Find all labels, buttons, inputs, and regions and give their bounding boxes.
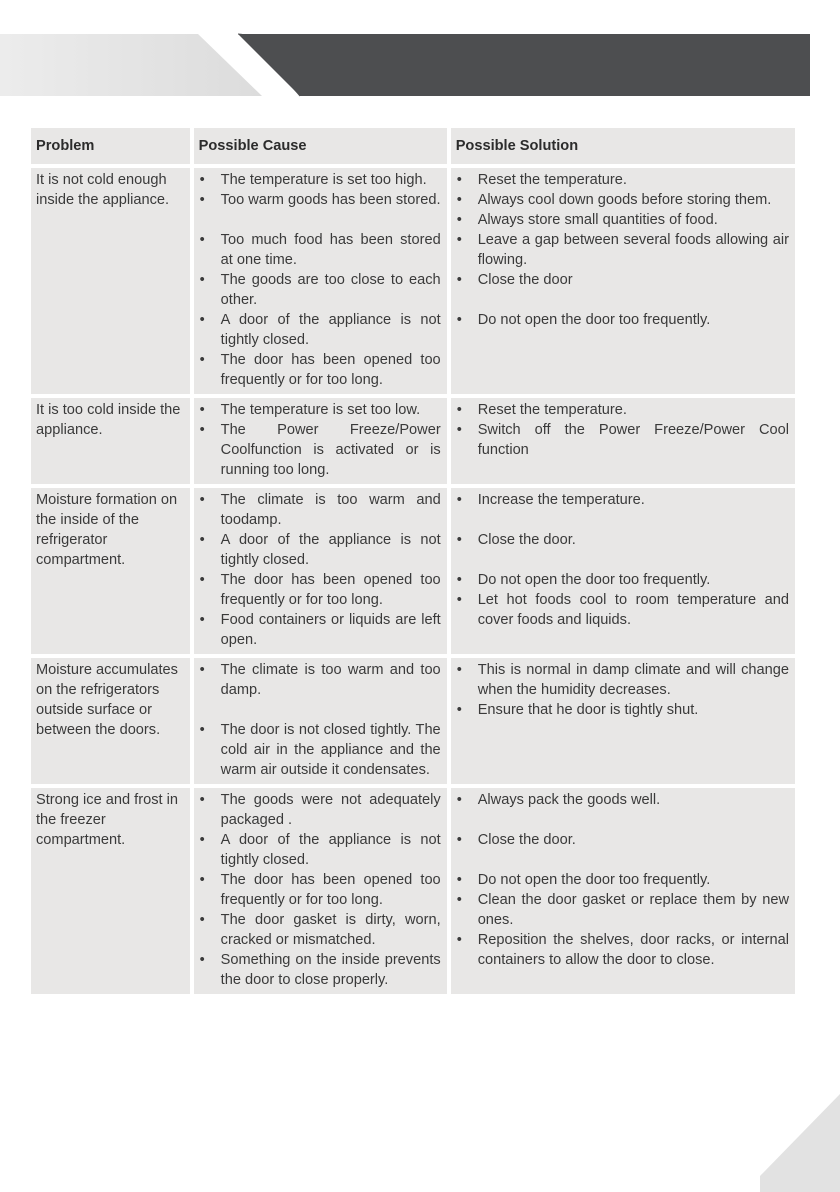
cause-item: • Something on the inside prevents the door to close properly. — [199, 950, 441, 990]
cause-item: • The Power Freeze/Power Coolfunction is activated or is running too long. — [199, 420, 441, 480]
cause-item: • A door of the appliance is not tightly closed. — [199, 830, 441, 870]
cause-item: • The goods are too close to each other. — [199, 270, 441, 310]
cause-item: • The door has been opened too frequently or for too long. — [199, 350, 441, 390]
solution-item: • Ensure that he door is tightly shut. — [456, 700, 789, 720]
solution-item: • This is normal in damp climate and will change when the humidity decreases. — [456, 660, 789, 700]
table-row — [31, 488, 795, 654]
solution-item: • Reposition the shelves, door racks, or internal containers to allow the door to close. — [456, 930, 789, 970]
problem-cell: Moisture formation on the inside of the refrigerator compartment. — [31, 488, 190, 654]
problem-cell: It is not cold enough inside the appliance. — [31, 168, 190, 394]
solution-item: • Close the door. — [456, 830, 789, 850]
cause-item: • The door has been opened too frequently or for too long. — [199, 570, 441, 610]
header-shade-shape — [0, 34, 262, 96]
cause-item: • The goods were not adequately packaged . — [199, 790, 441, 830]
cause-item: • The climate is too warm and too damp. — [199, 660, 441, 700]
cause-item: • The door gasket is dirty, worn, cracked or mismatched. — [199, 910, 441, 950]
corner-decoration — [760, 1092, 840, 1192]
cause-item: • The temperature is set too low. — [199, 400, 441, 420]
solution-item: • Reset the temperature. — [456, 170, 789, 190]
solution-item: • Always pack the goods well. — [456, 790, 789, 810]
cause-item: • A door of the appliance is not tightly closed. — [199, 530, 441, 570]
solution-cell — [451, 168, 795, 394]
table-row — [31, 168, 795, 394]
table-row — [31, 658, 795, 784]
solution-item: • Switch off the Power Freeze/Power Cool function — [456, 420, 789, 460]
solution-item: • Close the door — [456, 270, 789, 290]
problem-cell: Moisture accumulates on the refrigerators outside surface or between the doors. — [31, 658, 190, 784]
solution-item: • Increase the temperature. — [456, 490, 789, 510]
cause-cell — [194, 168, 447, 394]
header-decoration — [0, 0, 840, 100]
header-cause: Possible Cause — [194, 128, 447, 164]
cause-item: • Too much food has been stored at one time. — [199, 230, 441, 270]
cause-item: • The door has been opened too frequently or for too long. — [199, 870, 441, 910]
header-solution: Possible Solution — [451, 128, 795, 164]
solution-item: • Do not open the door too frequently. — [456, 570, 789, 590]
solution-item: • Do not open the door too frequently. — [456, 870, 789, 890]
solution-item: • Reset the temperature. — [456, 400, 789, 420]
cause-cell — [194, 488, 447, 654]
troubleshooting-table — [27, 124, 799, 998]
cause-cell — [194, 398, 447, 484]
cause-item: • The climate is too warm and toodamp. — [199, 490, 441, 530]
table-header-row — [31, 128, 795, 164]
solution-item: • Always store small quantities of food. — [456, 210, 789, 230]
cause-cell — [194, 788, 447, 994]
cause-item: • Food containers or liquids are left open. — [199, 610, 441, 650]
cause-item: • The door is not closed tightly. The cold air in the appliance and the warm air outside it condensates. — [199, 720, 441, 780]
solution-item: • Do not open the door too frequently. — [456, 310, 789, 330]
header-problem: Problem — [31, 128, 190, 164]
cause-item: • The temperature is set too high. — [199, 170, 441, 190]
problem-cell: Strong ice and frost in the freezer compartment. — [31, 788, 190, 994]
solution-item: • Always cool down goods before storing them. — [456, 190, 789, 210]
table-row — [31, 398, 795, 484]
solution-item: • Close the door. — [456, 530, 789, 550]
table-row — [31, 788, 795, 994]
header-band-shape — [238, 34, 810, 96]
solution-cell — [451, 398, 795, 484]
solution-cell — [451, 488, 795, 654]
cause-item: • Too warm goods has been stored. — [199, 190, 441, 210]
problem-cell: It is too cold inside the appliance. — [31, 398, 190, 484]
solution-cell — [451, 658, 795, 784]
cause-item: • A door of the appliance is not tightly closed. — [199, 310, 441, 350]
solution-cell — [451, 788, 795, 994]
solution-item: • Leave a gap between several foods allowing air flowing. — [456, 230, 789, 270]
solution-item: • Clean the door gasket or replace them by new ones. — [456, 890, 789, 930]
solution-item: • Let hot foods cool to room temperature and cover foods and liquids. — [456, 590, 789, 630]
cause-cell — [194, 658, 447, 784]
